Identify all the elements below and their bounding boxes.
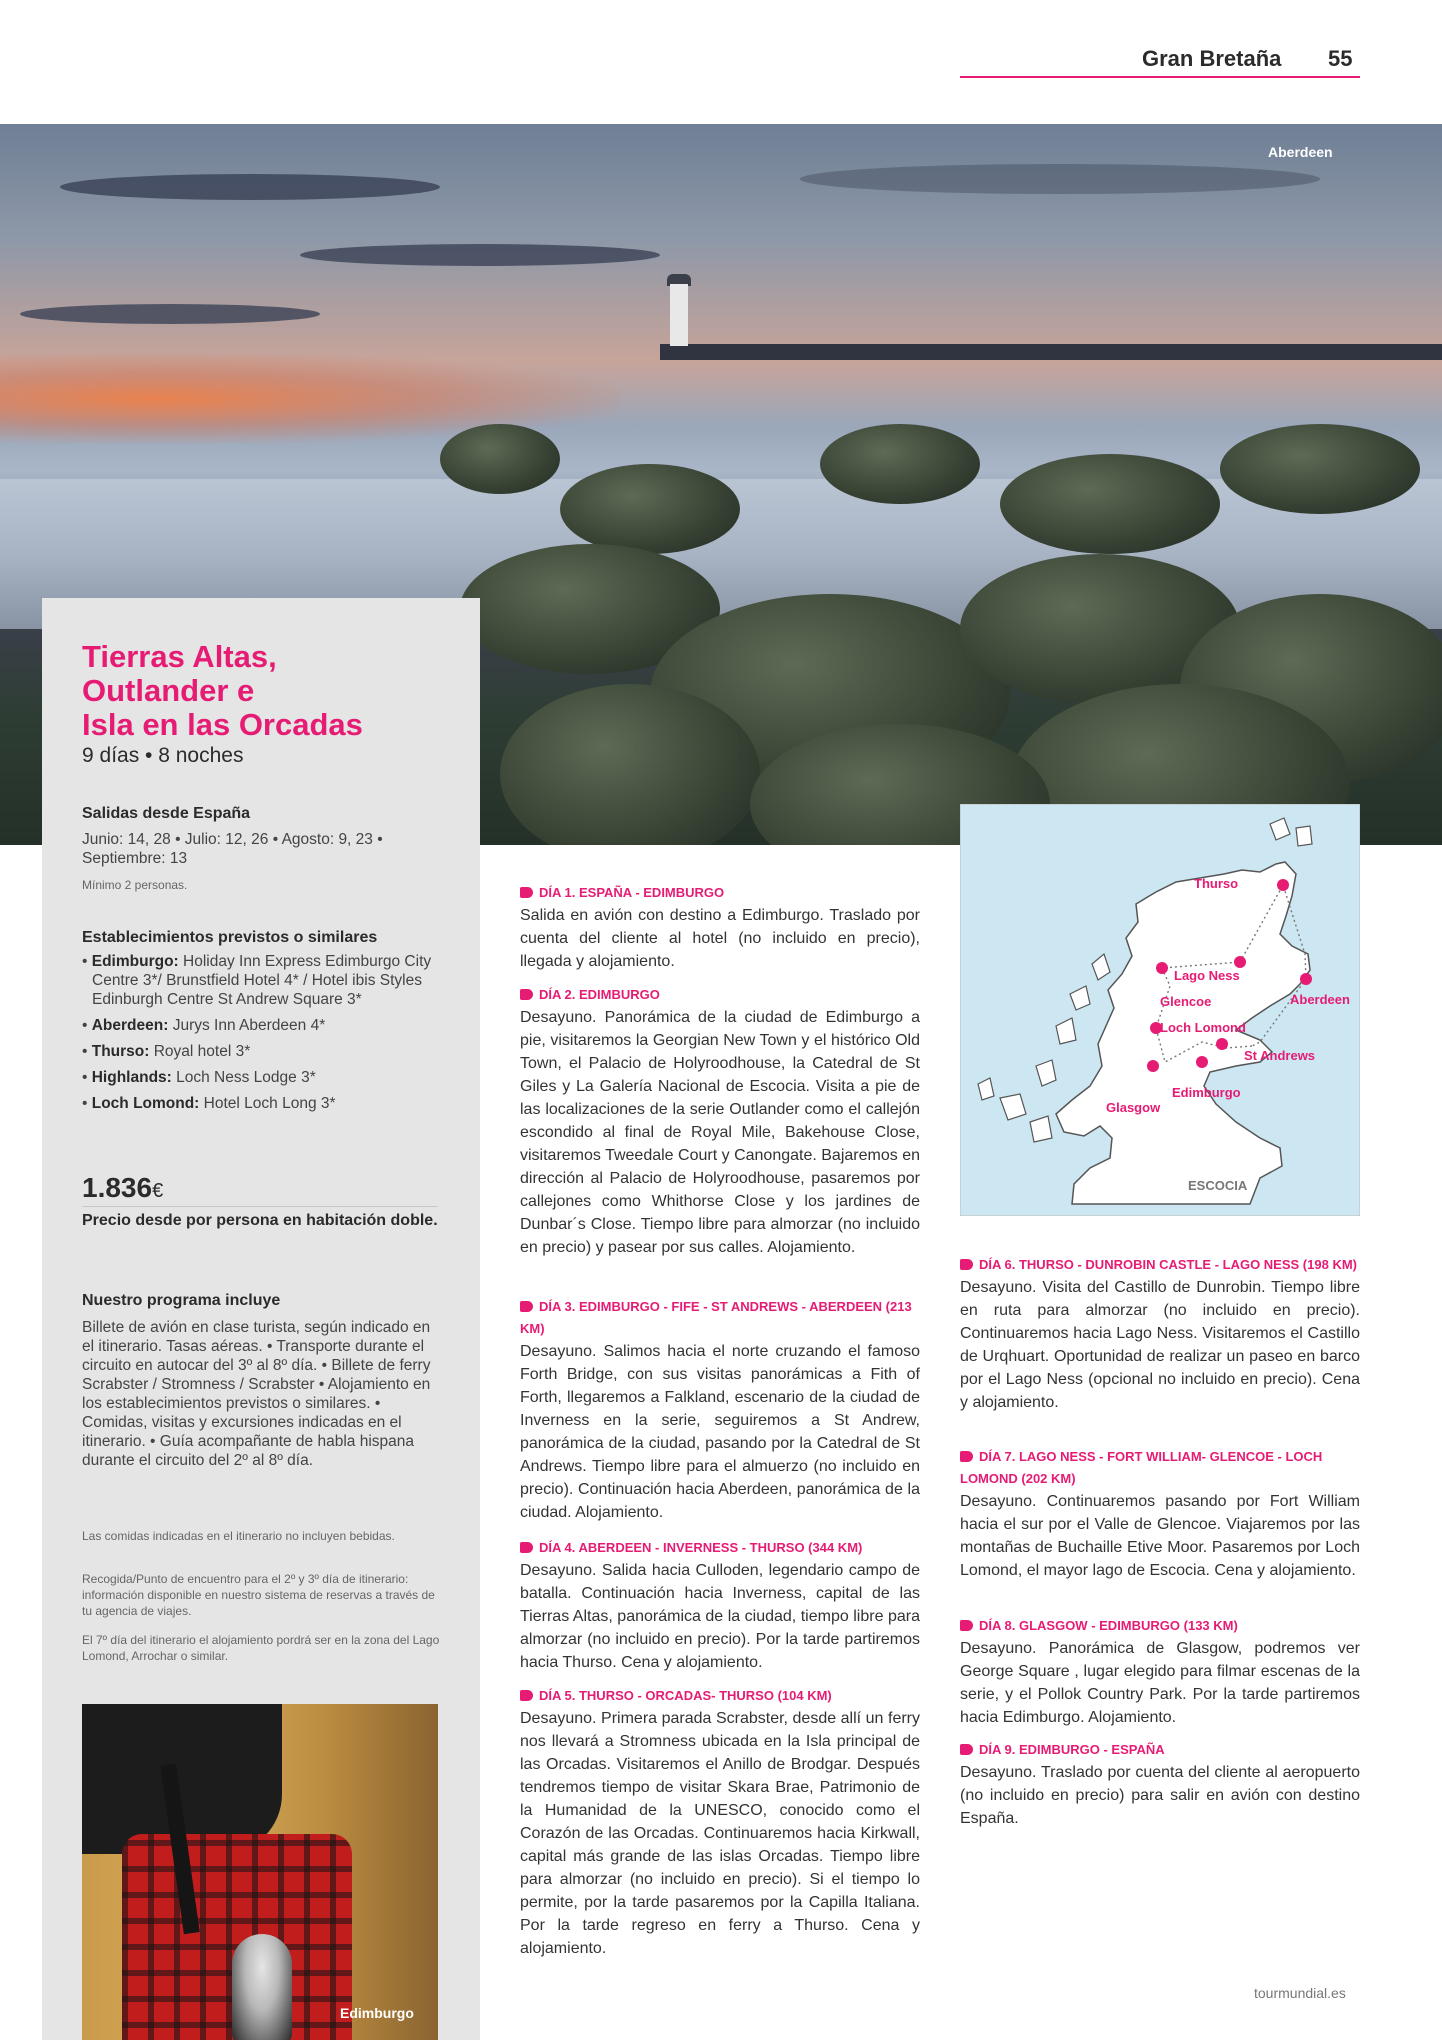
scotland-map bbox=[960, 804, 1360, 1216]
itinerary-day-8 bbox=[960, 1615, 1360, 1729]
piper-photo-edimburgo bbox=[82, 1704, 438, 2040]
hotel-item: • Loch Lomond: Hotel Loch Long 3* bbox=[82, 1095, 336, 1112]
map-point-glencoe bbox=[1156, 962, 1168, 974]
day-text: Desayuno. Panorámica de la ciudad de Edimburgo a pie, visitaremos la Georgian New Town y el histórico Old Town, el Palacio de Holyroodhouse, la Catedral de St Giles y La Galería Nacional de Escocia. Visita a pie de las localizaciones de la serie Outlander como el callejón escondido al final de Royal Mile, Bakehouse Close, visitaremos Tweedale Court y Canongate. Bajaremos en dirección al Palacio de Holyroodhouse, pasaremos por callejones como Whithorse Close y los jardines de Dunbar´s Close. Tiempo libre para almorzar (no incluido en precio) y pasear por sus calles. Alojamiento. bbox=[520, 1009, 920, 1256]
price-divider bbox=[82, 1206, 438, 1207]
header-rule bbox=[960, 76, 1360, 78]
bullet-icon bbox=[520, 887, 533, 898]
day-text: Desayuno. Continuaremos pasando por Fort William hacia el sur por el Valle de Glencoe. Viajaremos por las montañas de Buchaille Etive Moor. Pasaremos por Loch Lomond, el mayor lago de Escocia. Cena y alojamiento. bbox=[960, 1493, 1360, 1579]
rock bbox=[440, 424, 560, 494]
itinerary-day-6 bbox=[960, 1254, 1360, 1414]
map-point-st-andrews bbox=[1216, 1038, 1228, 1050]
map-point-lago-ness bbox=[1234, 956, 1246, 968]
bullet-icon bbox=[520, 989, 533, 1000]
note-2: Recogida/Punto de encuentro para el 2º y 3º día de itinerario: información disponible en nuestro sistema de reservas a través de tu agencia de viajes. bbox=[82, 1572, 435, 1618]
bullet-icon bbox=[960, 1451, 973, 1462]
bullet-icon bbox=[520, 1301, 533, 1312]
itinerary-day-4 bbox=[520, 1537, 920, 1674]
day-heading: DÍA 2. EDIMBURGO bbox=[520, 984, 920, 1006]
day-text: Desayuno. Traslado por cuenta del cliente al aeropuerto (no incluido en precio) para salir en avión con destino España. bbox=[960, 1764, 1360, 1827]
pier bbox=[660, 344, 1442, 360]
map-label-edimburgo: Edimburgo bbox=[1172, 1085, 1241, 1100]
day-text: Salida en avión con destino a Edimburgo. Traslado por cuenta del cliente al hotel (no incluido en precio), llegada y alojamiento. bbox=[520, 907, 920, 970]
hotels-heading: Establecimientos previstos o similares bbox=[82, 929, 378, 946]
day-heading: DÍA 5. THURSO - ORCADAS- THURSO (104 KM) bbox=[520, 1685, 920, 1707]
hotel-item: • Edimburgo: Holiday Inn Express Edimburgo City Centre 3*/ Brunstfield Hotel 4* / Hotel ibis Styles Edinburgh Centre St Andrew Square 3* bbox=[82, 953, 432, 1008]
trip-title: Tierras Altas, Outlander e Isla en las Orcadas bbox=[82, 639, 363, 742]
sporran bbox=[232, 1934, 292, 2040]
itinerary-day-2 bbox=[520, 984, 920, 1259]
cloud bbox=[300, 244, 660, 266]
price-amount: 1.836 bbox=[82, 1172, 153, 1203]
bullet-icon bbox=[960, 1259, 973, 1270]
map-label-glencoe: Glencoe bbox=[1160, 994, 1212, 1009]
map-label-loch-lomond: Loch Lomond bbox=[1160, 1020, 1246, 1035]
day-heading: DÍA 7. LAGO NESS - FORT WILLIAM- GLENCOE - LOCH LOMOND (202 KM) bbox=[960, 1449, 1323, 1486]
orkney-island bbox=[1296, 826, 1312, 846]
map-label-thurso: Thurso bbox=[1194, 876, 1239, 891]
map-label-st-andrews: St Andrews bbox=[1244, 1048, 1316, 1063]
rock bbox=[1000, 454, 1220, 554]
day-text: Desayuno. Salida hacia Culloden, legendario campo de batalla. Continuación hacia Inverness, capital de las Tierras Altas, panorámica de la ciudad, tiempo libre para almorzar (no incluido en precio). Por la tarde partiremos hacia Thurso. Cena y alojamiento. bbox=[520, 1562, 920, 1671]
map-label-lago-ness: Lago Ness bbox=[1174, 968, 1240, 983]
note-3: El 7º día del itinerario el alojamiento pordrá ser en la zona del Lago Lomond, Arrochar o similar. bbox=[82, 1633, 440, 1663]
footer-website: tourmundial.es bbox=[1254, 1985, 1346, 2001]
cloud bbox=[800, 164, 1320, 194]
cloud bbox=[20, 304, 320, 324]
itinerary-day-1 bbox=[520, 882, 920, 973]
map-label-glasgow: Glasgow bbox=[1106, 1100, 1161, 1115]
day-text: Desayuno. Primera parada Scrabster, desde allí un ferry nos llevará a Stromness ubicada en la Isla principal de las Orcadas. Visitaremos el Anillo de Brodgar. Después tendremos tiempo de visitar Skara Brae, Patrimonio de la Humanidad de la UNESCO, conocido como el Corazón de las Orcadas. Continuaremos hacia Kirkwall, capital más grande de las islas Orcadas. Tiempo libre para almorzar (no incluido en precio). Si el tiempo lo permite, por la tarde pasaremos por la Capilla Italiana. Por la tarde regreso en ferry a Thurso. Cena y alojamiento. bbox=[520, 1710, 920, 1957]
bullet-icon bbox=[960, 1744, 973, 1755]
includes-heading: Nuestro programa incluye bbox=[82, 1292, 281, 1309]
bullet-icon bbox=[520, 1542, 533, 1553]
map-label-aberdeen: Aberdeen bbox=[1290, 992, 1350, 1007]
departures-dates: Junio: 14, 28 • Julio: 12, 26 • Agosto: 9, 23 • Septiembre: 13 bbox=[82, 831, 383, 867]
departures-heading: Salidas desde España bbox=[82, 805, 251, 822]
itinerary-day-5 bbox=[520, 1685, 920, 1960]
rock bbox=[1220, 424, 1420, 514]
minimum-people: Mínimo 2 personas. bbox=[82, 878, 188, 892]
lighthouse bbox=[670, 284, 688, 346]
hotel-item: • Highlands: Loch Ness Lodge 3* bbox=[82, 1069, 316, 1086]
hero-caption: Aberdeen bbox=[1268, 144, 1333, 160]
rock bbox=[820, 424, 980, 504]
itinerary-day-9 bbox=[960, 1739, 1360, 1830]
rock bbox=[560, 464, 740, 554]
price-currency: € bbox=[152, 1180, 164, 1202]
map-point-edimburgo bbox=[1196, 1056, 1208, 1068]
map-point-thurso bbox=[1277, 879, 1289, 891]
day-heading: DÍA 8. GLASGOW - EDIMBURGO (133 KM) bbox=[960, 1615, 1360, 1637]
itinerary-day-3 bbox=[520, 1296, 920, 1524]
day-heading: DÍA 6. THURSO - DUNROBIN CASTLE - LAGO NESS (198 KM) bbox=[960, 1254, 1360, 1276]
day-heading: DÍA 9. EDIMBURGO - ESPAÑA bbox=[960, 1739, 1360, 1761]
price bbox=[82, 1172, 163, 1204]
cloud bbox=[60, 174, 440, 200]
day-text: Desayuno. Panorámica de Glasgow, podremos ver George Square , lugar elegido para filmar escenas de la serie, y el Pollok Country Park. Por la tarde partiremos hacia Edimburgo. Alojamiento. bbox=[960, 1640, 1360, 1726]
day-heading: DÍA 1. ESPAÑA - EDIMBURGO bbox=[520, 882, 920, 904]
day-heading: DÍA 4. ABERDEEN - INVERNESS - THURSO (344 KM) bbox=[520, 1537, 920, 1559]
section-title: Gran Bretaña bbox=[1142, 46, 1282, 71]
note-1: Las comidas indicadas en el itinerario no incluyen bebidas. bbox=[82, 1529, 395, 1543]
hotel-item: • Aberdeen: Jurys Inn Aberdeen 4* bbox=[82, 1017, 326, 1034]
includes-text: Billete de avión en clase turista, según indicado en el itinerario. Tasas aéreas. • Transporte durante el circuito en autocar del 3º al 8º día. • Billete de ferry Scrabster / Stromness / Scrabster • Alojamiento en los establecimientos previstos o similares. • Comidas, visitas y excursiones indicadas en el itinerario. • Guía acompañante de habla hispana durante el circuito del 2º al 8º día. bbox=[82, 1319, 431, 1469]
map-country-label: ESCOCIA bbox=[1188, 1178, 1248, 1193]
bullet-icon bbox=[520, 1690, 533, 1701]
page-number: 55 bbox=[1328, 46, 1353, 71]
hotels-list bbox=[82, 952, 442, 1120]
bullet-icon bbox=[960, 1620, 973, 1631]
trip-duration: 9 días • 8 noches bbox=[82, 744, 244, 767]
day-text: Desayuno. Salimos hacia el norte cruzando el famoso Forth Bridge, con sus visitas panorámicas a Fith of Forth, llegaremos a Falkland, escenario de la ciudad de Inverness en la serie, seguiremos a St Andrew, panorámica de la ciudad, pasando por la Catedral de St Andrews. Tiempo libre para el almuerzo (no incluido en precio). Continuación hacia Aberdeen, panorámica de la ciudad. Alojamiento. bbox=[520, 1343, 920, 1521]
itinerary-day-7 bbox=[960, 1446, 1360, 1582]
price-note: Precio desde por persona en habitación doble. bbox=[82, 1212, 438, 1229]
map-point-aberdeen bbox=[1300, 973, 1312, 985]
route-map bbox=[960, 804, 1360, 1216]
map-point-glasgow bbox=[1147, 1060, 1159, 1072]
piper-caption: Edimburgo bbox=[340, 2005, 414, 2021]
hotel-item: • Thurso: Royal hotel 3* bbox=[82, 1043, 251, 1060]
day-heading: DÍA 3. EDIMBURGO - FIFE - ST ANDREWS - ABERDEEN (213 KM) bbox=[520, 1299, 912, 1336]
day-text: Desayuno. Visita del Castillo de Dunrobin. Tiempo libre en ruta para almorzar (no incluido en precio). Continuaremos hacia Lago Ness. Visitaremos el Castillo de Urqhuart. Oportunidad de realizar un paseo en barco por el Lago Ness (opcional no incluido en precio). Cena y alojamiento. bbox=[960, 1279, 1360, 1411]
